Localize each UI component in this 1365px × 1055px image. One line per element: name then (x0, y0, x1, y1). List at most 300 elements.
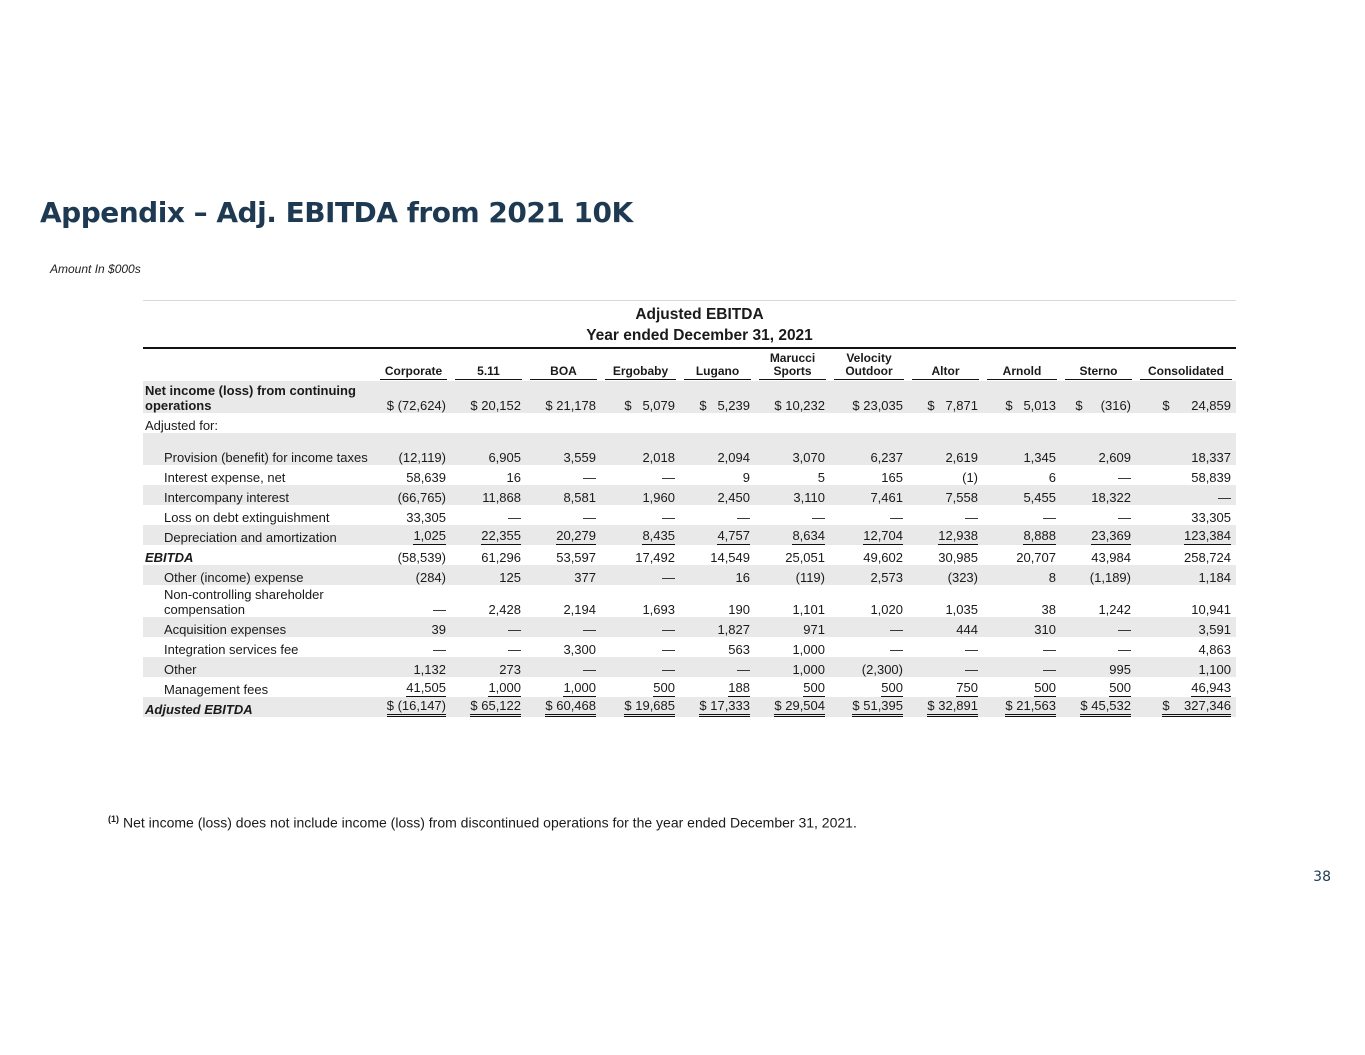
cell-value: 5 (817, 470, 825, 485)
table-cell (830, 565, 908, 585)
table-cell (1136, 677, 1236, 697)
cell-value: 1,025 (413, 528, 446, 543)
table-cell (908, 525, 983, 545)
table-cell (451, 585, 526, 617)
table-cell (680, 677, 755, 697)
table-body (143, 381, 1236, 717)
table-cell (526, 525, 601, 545)
row-label: Intercompany interest (143, 485, 376, 505)
cell-value: $ 7,871 (927, 398, 978, 413)
row-label: Adjusted EBITDA (143, 697, 376, 717)
cell-value: 1,035 (945, 602, 978, 617)
cell-value: 3,559 (563, 450, 596, 465)
table-row (143, 413, 1236, 433)
cell-value: 61,296 (481, 550, 521, 565)
cell-value: 8,634 (792, 528, 825, 543)
column-header (908, 348, 983, 381)
cell-value: 9 (742, 470, 750, 485)
cell-value: $ (316) (1075, 398, 1131, 413)
row-label: Loss on debt extinguishment (164, 510, 330, 525)
cell-value: 11,868 (482, 490, 521, 505)
cell-value: $ 5,079 (624, 398, 675, 413)
cell-value: — (662, 510, 675, 525)
table-cell (908, 585, 983, 617)
cell-value: (284) (415, 570, 446, 585)
table-cell (1061, 545, 1136, 565)
table-cell (376, 485, 451, 505)
cell-value: $ 32,891 (927, 698, 978, 717)
cell-value: 750 (956, 680, 978, 695)
table-cell (680, 465, 755, 485)
cell-value: 39 (431, 622, 446, 637)
column-header-label (455, 365, 522, 380)
table-cell (451, 545, 526, 565)
cell-value: — (965, 642, 978, 657)
column-header-label (684, 365, 751, 380)
table-cell (1136, 637, 1236, 657)
cell-value: 3,070 (792, 450, 825, 465)
cell-value: $ 20,152 (470, 398, 521, 413)
cell-value: 6,905 (488, 450, 521, 465)
table-cell (830, 505, 908, 525)
cell-value: 18,322 (1091, 490, 1131, 505)
table-cell (983, 413, 1061, 433)
cell-value: — (433, 602, 446, 617)
cell-value: 14,549 (710, 550, 750, 565)
cell-value: $ 5,239 (699, 398, 750, 413)
cell-value: 125 (499, 570, 521, 585)
column-header-line2: Corporate (384, 364, 443, 378)
cell-value: $ 51,395 (852, 698, 903, 717)
cell-value: 2,428 (488, 602, 521, 617)
column-header-line2: Sterno (1079, 364, 1118, 378)
table-row (143, 617, 1236, 637)
cell-value: 41,505 (406, 680, 446, 695)
footnote-marker: (1) (108, 814, 119, 824)
cell-value: $ 21,563 (1005, 698, 1056, 717)
table-cell (1136, 525, 1236, 545)
table-cell (1136, 505, 1236, 525)
column-header-label (1140, 365, 1232, 380)
cell-value: — (965, 662, 978, 677)
table-cell (680, 617, 755, 637)
row-label: Other (143, 657, 376, 677)
page-number: 38 (1313, 869, 1331, 885)
cell-value: 1,000 (563, 680, 596, 695)
cell-value: (119) (795, 570, 825, 585)
table-cell (376, 381, 451, 413)
table-row (143, 525, 1236, 545)
table-cell (755, 485, 830, 505)
table-cell (601, 465, 680, 485)
cell-value: — (583, 622, 596, 637)
table-cell (376, 657, 451, 677)
cell-value: $ 24,859 (1162, 398, 1231, 413)
row-label: Net income (loss) from continuing operations (143, 381, 376, 413)
table-cell (451, 485, 526, 505)
table-cell (680, 525, 755, 545)
row-label: Adjusted for: (145, 418, 218, 433)
cell-value: — (1118, 622, 1131, 637)
table-cell (755, 565, 830, 585)
table-cell (1136, 617, 1236, 637)
cell-value: — (965, 510, 978, 525)
table-cell (983, 485, 1061, 505)
table-cell (983, 697, 1061, 717)
table-cell (908, 677, 983, 697)
table-cell (908, 657, 983, 677)
table-cell (526, 465, 601, 485)
cell-value: 3,300 (563, 642, 596, 657)
table-cell (376, 433, 451, 465)
table-cell (451, 637, 526, 657)
table-cell (983, 585, 1061, 617)
cell-value: (1,189) (1089, 570, 1131, 585)
cell-value: (12,119) (398, 450, 446, 465)
table-cell (526, 505, 601, 525)
cell-value: 2,609 (1098, 450, 1131, 465)
table-cell (755, 465, 830, 485)
table-cell (908, 505, 983, 525)
cell-value: 444 (956, 622, 978, 637)
table-header (143, 348, 1236, 381)
table-cell (1136, 585, 1236, 617)
table-cell (601, 565, 680, 585)
table-cell (376, 617, 451, 637)
cell-value: 3,591 (1198, 622, 1231, 637)
cell-value: — (508, 510, 521, 525)
table-cell (1061, 433, 1136, 465)
cell-value: 2,619 (945, 450, 978, 465)
table-cell (1061, 697, 1136, 717)
table-cell (451, 505, 526, 525)
table-cell (830, 545, 908, 565)
cell-value: 1,000 (488, 680, 521, 695)
table-cell (376, 565, 451, 585)
cell-value: 20,707 (1016, 550, 1056, 565)
table-cell (526, 585, 601, 617)
table-cell (376, 465, 451, 485)
table-cell (1136, 485, 1236, 505)
table-cell (830, 433, 908, 465)
cell-value: 563 (728, 642, 750, 657)
column-header (451, 348, 526, 381)
table-row (143, 565, 1236, 585)
table-cell (526, 637, 601, 657)
table-row (143, 505, 1236, 525)
cell-value: — (890, 622, 903, 637)
table-cell (755, 585, 830, 617)
table-row (143, 637, 1236, 657)
table-cell (1136, 433, 1236, 465)
cell-value: 53,597 (556, 550, 596, 565)
column-header (680, 348, 755, 381)
table-cell (526, 617, 601, 637)
column-header (1061, 348, 1136, 381)
table-cell (680, 637, 755, 657)
column-header-label (1065, 365, 1132, 380)
table-cell (830, 637, 908, 657)
table-cell (755, 545, 830, 565)
cell-value: $ 5,013 (1005, 398, 1056, 413)
cell-value: — (433, 642, 446, 657)
cell-value: 190 (728, 602, 750, 617)
row-label: Depreciation and amortization (143, 525, 376, 545)
cell-value: — (1218, 490, 1231, 505)
footnote-text: Net income (loss) does not include income (loss) from discontinued operations for the year ended December 31, 2021. (123, 814, 857, 831)
table-cell (830, 525, 908, 545)
table-cell (755, 381, 830, 413)
row-label: Non-controlling shareholder compensation (164, 587, 324, 617)
table-cell (680, 565, 755, 585)
cell-value: (2,300) (861, 662, 903, 677)
column-header-line2: BOA (550, 364, 577, 378)
cell-value: 33,305 (406, 510, 446, 525)
table-cell (1061, 381, 1136, 413)
cell-value: 6 (1048, 470, 1056, 485)
cell-value: — (890, 510, 903, 525)
table-cell (1061, 677, 1136, 697)
cell-value: 1,000 (792, 662, 825, 677)
cell-value: 49,602 (863, 550, 903, 565)
cell-value: 4,757 (717, 528, 750, 543)
cell-value: $ 19,685 (624, 698, 675, 717)
cell-value: 58,639 (406, 470, 446, 485)
cell-value: — (890, 642, 903, 657)
row-label: EBITDA (145, 550, 194, 565)
table-cell (1061, 565, 1136, 585)
column-header-label (530, 365, 597, 380)
cell-value: (58,539) (397, 550, 446, 565)
row-label: Management fees (164, 682, 269, 697)
cell-value: 310 (1034, 622, 1056, 637)
cell-value: 3,110 (793, 490, 825, 505)
cell-value: — (1118, 510, 1131, 525)
table-cell (983, 505, 1061, 525)
table-cell (526, 485, 601, 505)
table-cell (451, 413, 526, 433)
table-cell (680, 545, 755, 565)
table-cell (526, 697, 601, 717)
table-cell (1136, 413, 1236, 433)
cell-value: 25,051 (785, 550, 825, 565)
cell-value: 46,943 (1191, 680, 1231, 695)
cell-value: 500 (1109, 680, 1131, 695)
cell-value: $ 60,468 (545, 698, 596, 717)
table-cell (680, 433, 755, 465)
cell-value: 1,132 (413, 662, 446, 677)
table-cell (601, 485, 680, 505)
cell-value: 1,000 (792, 642, 825, 657)
table-cell (680, 413, 755, 433)
table-cell (601, 585, 680, 617)
table-cell (1061, 585, 1136, 617)
table-cell (601, 617, 680, 637)
table-cell (908, 465, 983, 485)
table-cell (755, 677, 830, 697)
table-cell (376, 413, 451, 433)
row-label: Provision (benefit) for income taxes (143, 433, 376, 465)
column-header (983, 348, 1061, 381)
table-row (143, 585, 1236, 617)
cell-value: 500 (881, 680, 903, 695)
cell-value: 377 (574, 570, 596, 585)
column-header-label (605, 365, 676, 380)
cell-value: 2,573 (870, 570, 903, 585)
cell-value: 23,369 (1091, 528, 1131, 543)
cell-value: 8,435 (642, 528, 675, 543)
table-title-line1: Adjusted EBITDA (635, 306, 764, 323)
table-cell (451, 617, 526, 637)
table-cell (755, 617, 830, 637)
header-label-cell (143, 348, 376, 381)
table-cell (451, 381, 526, 413)
cell-value: $ 327,346 (1162, 698, 1231, 717)
table-cell (601, 637, 680, 657)
table-cell (908, 697, 983, 717)
row-label: Acquisition expenses (143, 617, 376, 637)
cell-value: — (583, 510, 596, 525)
cell-value: 20,279 (556, 528, 596, 543)
table-cell (1136, 381, 1236, 413)
column-header-line2: Arnold (1002, 364, 1042, 378)
table-cell (376, 637, 451, 657)
cell-value: 16 (735, 570, 750, 585)
table-cell (526, 413, 601, 433)
cell-value: — (1118, 470, 1131, 485)
cell-value: — (1118, 642, 1131, 657)
header-row (143, 348, 1236, 381)
adjusted-ebitda-table-container (143, 304, 1236, 717)
table-cell (1061, 637, 1136, 657)
table-cell (755, 505, 830, 525)
table-cell (830, 697, 908, 717)
table-cell (601, 545, 680, 565)
cell-value: 500 (1034, 680, 1056, 695)
cell-value: 16 (506, 470, 521, 485)
table-cell (1061, 617, 1136, 637)
table-cell (526, 433, 601, 465)
table-row (143, 677, 1236, 697)
table-cell (451, 525, 526, 545)
table-cell (526, 657, 601, 677)
column-header-line2: Sports (773, 364, 812, 378)
cell-value: — (583, 470, 596, 485)
table-cell (451, 697, 526, 717)
cell-value: 500 (653, 680, 675, 695)
column-header-line2: Lugano (695, 364, 740, 378)
adjusted-ebitda-table (143, 347, 1236, 717)
cell-value: — (1043, 662, 1056, 677)
cell-value: 30,985 (938, 550, 978, 565)
column-header-line2: Altor (931, 364, 960, 378)
table-cell (1136, 657, 1236, 677)
cell-value: $ 23,035 (852, 398, 903, 413)
cell-value: — (662, 570, 675, 585)
cell-value: — (508, 622, 521, 637)
cell-value: 273 (499, 662, 521, 677)
table-cell (830, 677, 908, 697)
table-cell (451, 677, 526, 697)
table-cell (451, 565, 526, 585)
cell-value: 8,581 (563, 490, 596, 505)
table-title-line2: Year ended December 31, 2021 (586, 327, 813, 344)
cell-value: 7,558 (945, 490, 978, 505)
cell-value: 4,863 (1198, 642, 1231, 657)
table-cell (1136, 465, 1236, 485)
table-cell (908, 413, 983, 433)
table-row (143, 381, 1236, 413)
cell-value: 123,384 (1184, 528, 1231, 543)
cell-value: 2,194 (563, 602, 596, 617)
table-cell (680, 381, 755, 413)
cell-value: 5,455 (1023, 490, 1056, 505)
table-cell (755, 637, 830, 657)
table-row (143, 657, 1236, 677)
slide-title: Appendix – Adj. EBITDA from 2021 10K (40, 196, 633, 229)
table-cell (983, 637, 1061, 657)
table-cell (983, 657, 1061, 677)
cell-value: 38 (1041, 602, 1056, 617)
cell-value: — (1043, 642, 1056, 657)
table-cell (526, 677, 601, 697)
column-header-line2: 5.11 (477, 364, 500, 378)
cell-value: 995 (1109, 662, 1131, 677)
column-header (601, 348, 680, 381)
divider (143, 300, 1236, 301)
table-cell (601, 657, 680, 677)
table-cell (983, 465, 1061, 485)
cell-value: 7,461 (870, 490, 903, 505)
cell-value: 1,100 (1198, 662, 1231, 677)
cell-value: — (1043, 510, 1056, 525)
table-cell (1061, 413, 1136, 433)
cell-value: 10,941 (1191, 602, 1231, 617)
table-row (143, 433, 1236, 465)
table-cell (830, 413, 908, 433)
table-cell (830, 485, 908, 505)
cell-value: 1,827 (717, 622, 750, 637)
units-note: Amount In $000s (50, 262, 141, 276)
table-cell (376, 525, 451, 545)
table-cell (830, 617, 908, 637)
table-cell (1061, 465, 1136, 485)
table-cell (1061, 657, 1136, 677)
cell-value: 43,984 (1091, 550, 1131, 565)
cell-value: 2,094 (717, 450, 750, 465)
row-label: Integration services fee (164, 642, 299, 657)
cell-value: 188 (728, 680, 750, 695)
column-header-label (912, 365, 979, 380)
table-cell (1136, 697, 1236, 717)
table-cell (680, 697, 755, 717)
table-cell (376, 585, 451, 617)
table-cell (1061, 525, 1136, 545)
cell-value: 1,020 (870, 602, 903, 617)
cell-value: 1,345 (1023, 450, 1056, 465)
cell-value: 12,938 (938, 528, 978, 543)
cell-value: 22,355 (481, 528, 521, 543)
cell-value: 33,305 (1191, 510, 1231, 525)
table-row (143, 697, 1236, 717)
cell-value: 8,888 (1023, 528, 1056, 543)
table-cell (755, 697, 830, 717)
table-cell (451, 433, 526, 465)
table-cell (983, 617, 1061, 637)
table-cell (755, 433, 830, 465)
column-header (376, 348, 451, 381)
table-cell (680, 585, 755, 617)
